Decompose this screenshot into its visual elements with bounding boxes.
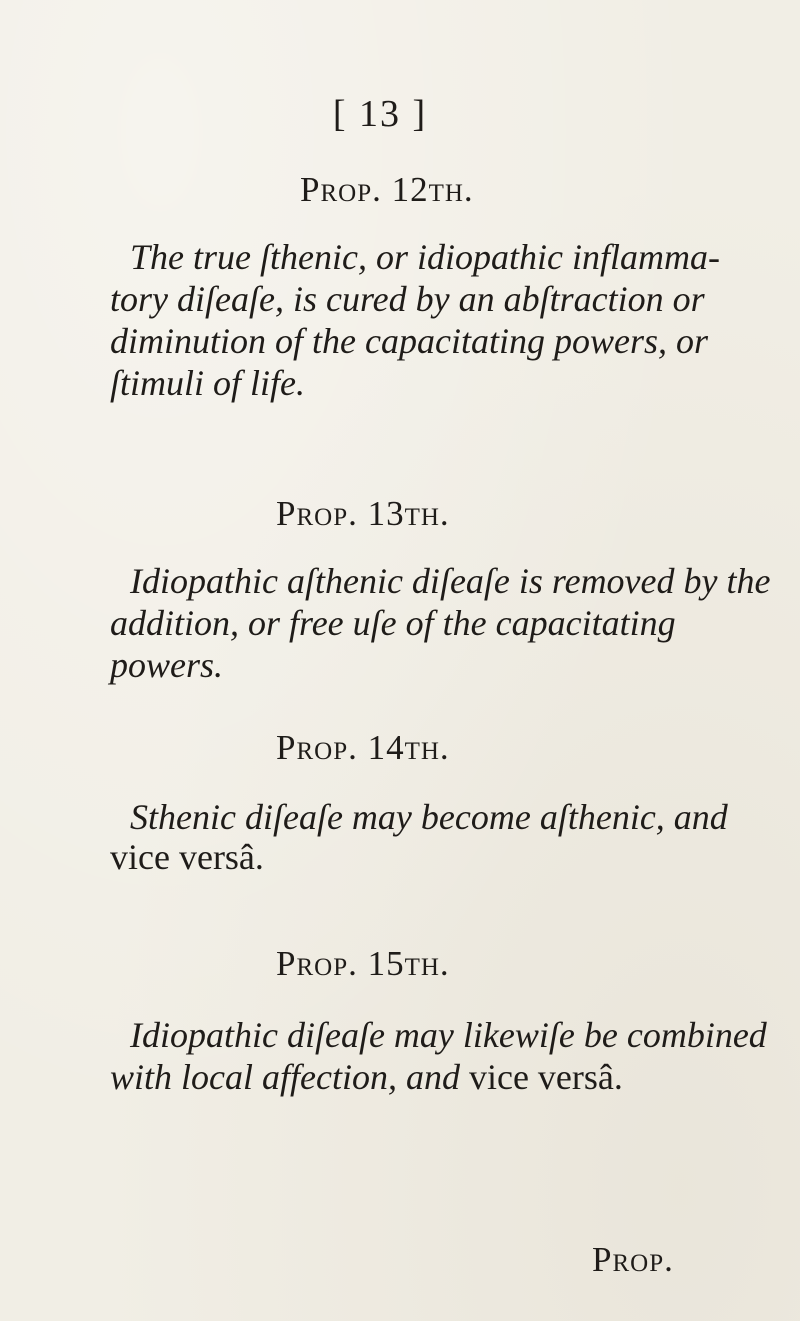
prop-12-line-4: ſtimuli of life. — [110, 363, 305, 403]
prop-12-heading — [300, 170, 474, 210]
catchword: Prop. — [592, 1240, 674, 1279]
prop-12-line-1: The true ſthenic, or idiopathic inflamma- — [130, 237, 720, 277]
page-number: [ 13 ] — [332, 93, 428, 135]
prop-14-line-1: Sthenic diſeaſe may become aſthenic, and — [130, 797, 728, 837]
prop-13-line-2: addition, or free uſe of the capacitating — [110, 603, 676, 643]
prop-15-line-2-roman: vice versâ. — [459, 1057, 623, 1097]
prop-13-heading — [276, 494, 450, 534]
prop-15-heading — [276, 944, 450, 984]
prop-12-text — [110, 238, 750, 402]
prop-13-heading-text: Prop. 13th. — [276, 494, 450, 533]
prop-15-line-2-italic: with local affection, and — [110, 1057, 460, 1097]
prop-15-line-1: Idiopathic diſeaſe may likewiſe be combined — [130, 1015, 767, 1055]
prop-12-line-2: tory diſeaſe, is cured by an abſtraction or — [110, 279, 705, 319]
prop-15-text — [110, 1015, 767, 1097]
prop-13-line-1: Idiopathic aſthenic diſeaſe is removed by the — [130, 561, 771, 601]
prop-14-text — [110, 798, 750, 876]
prop-15-line-2 — [110, 1058, 750, 1096]
prop-14-heading-text: Prop. 14th. — [276, 728, 450, 767]
prop-12-heading-text: Prop. 12th. — [300, 170, 474, 209]
prop-13-text — [110, 561, 771, 685]
prop-15-heading-text: Prop. 15th. — [276, 944, 450, 983]
prop-12-line-3: diminution of the capacitating powers, or — [110, 321, 708, 361]
prop-14-line-2: vice versâ. — [110, 837, 264, 877]
prop-14-heading — [276, 728, 450, 768]
prop-13-line-3: powers. — [110, 645, 224, 685]
